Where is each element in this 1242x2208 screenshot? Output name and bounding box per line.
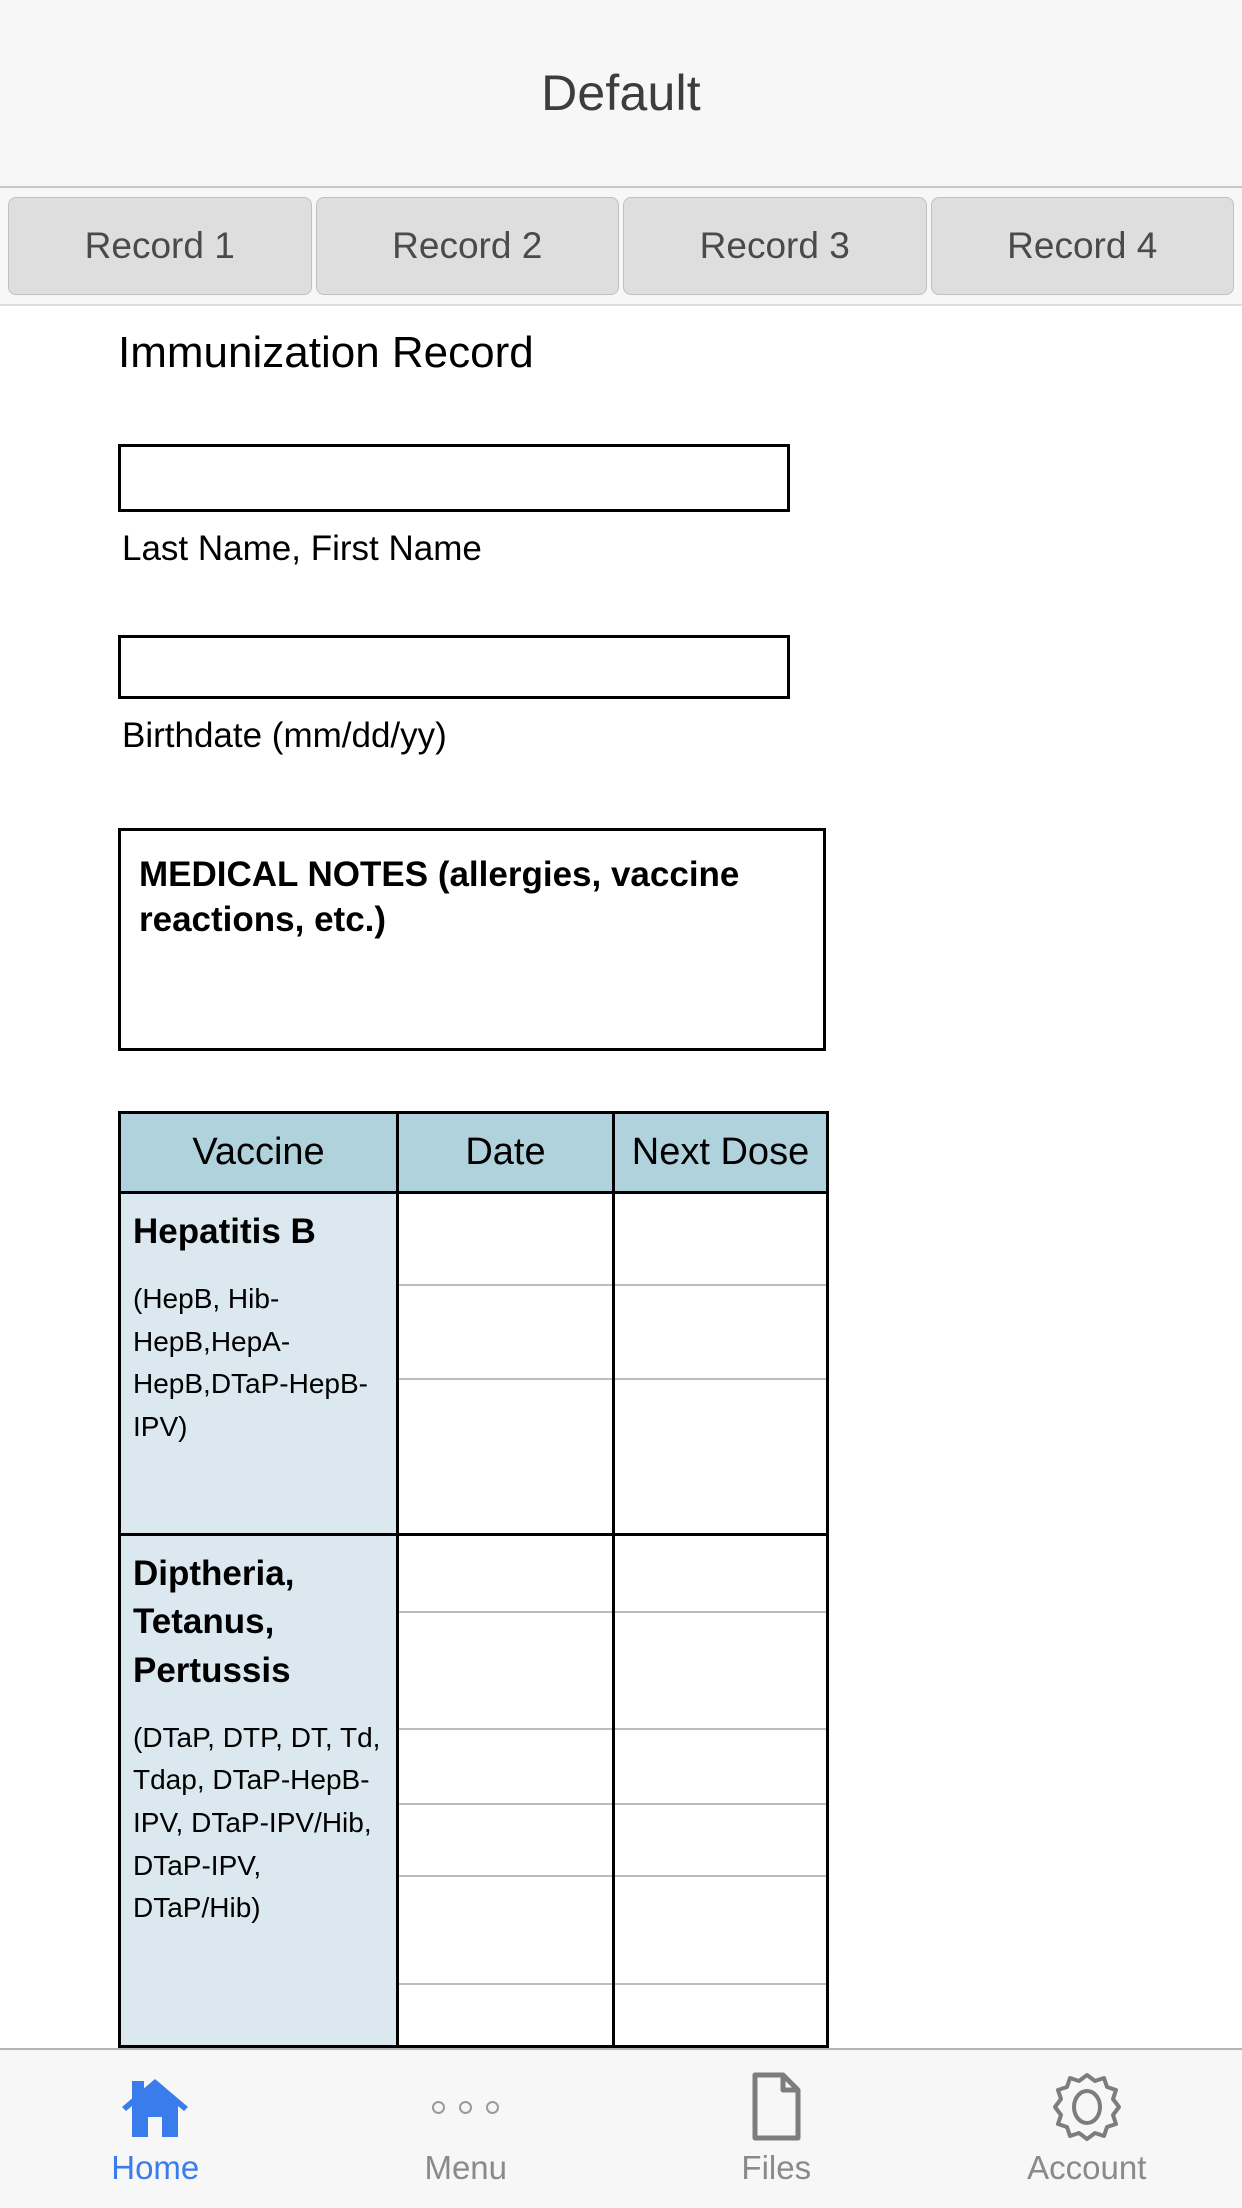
vaccine-name: Diptheria, Tetanus, Pertussis — [133, 1554, 295, 1690]
date-slot[interactable] — [399, 1805, 612, 1877]
gear-icon — [1051, 2071, 1123, 2143]
name-field-group — [118, 444, 1242, 569]
column-header-next-dose: Next Dose — [614, 1113, 828, 1193]
next-dose-slot[interactable] — [615, 1730, 826, 1805]
dots-group — [432, 2101, 499, 2114]
vaccine-aliases: (HepB, Hib-HepB,HepA-HepB,DTaP-HepB-IPV) — [133, 1283, 368, 1442]
dots-menu-icon — [432, 2071, 499, 2143]
next-dose-slot[interactable] — [615, 1985, 826, 2045]
date-cell — [398, 1535, 614, 2047]
vaccine-name-cell — [120, 1535, 398, 2047]
date-slot[interactable] — [399, 1286, 612, 1380]
nav-item-account[interactable] — [932, 2050, 1242, 2208]
next-dose-slot[interactable] — [615, 1194, 826, 1286]
bottom-navigation-bar — [0, 2048, 1242, 2208]
date-slot[interactable] — [399, 1194, 612, 1286]
vaccine-name-cell — [120, 1193, 398, 1535]
medical-notes-heading: MEDICAL NOTES (allergies, vaccine reactions, etc.) — [139, 855, 740, 939]
table-row — [120, 1193, 828, 1535]
next-dose-slot[interactable] — [615, 1805, 826, 1877]
date-slot[interactable] — [399, 1536, 612, 1613]
vaccine-table-head — [120, 1113, 828, 1193]
vaccine-aliases: (DTaP, DTP, DT, Td, Tdap, DTaP-HepB-IPV, DTaP-IPV/Hib, DTaP-IPV, DTaP/Hib) — [133, 1721, 381, 1924]
next-dose-slot[interactable] — [615, 1536, 826, 1613]
birthdate-field-group — [118, 635, 1242, 756]
header-bar — [0, 0, 1242, 188]
vaccine-table-body — [120, 1193, 828, 2047]
home-icon — [118, 2071, 192, 2143]
table-row — [120, 1535, 828, 2047]
next-dose-slot[interactable] — [615, 1380, 826, 1533]
date-slot[interactable] — [399, 1613, 612, 1730]
next-dose-cell — [614, 1535, 828, 2047]
nav-label-account: Account — [1027, 2149, 1147, 2186]
file-icon — [750, 2071, 802, 2143]
tab-record-2[interactable]: Record 2 — [316, 197, 620, 295]
date-cell — [398, 1193, 614, 1535]
next-dose-slot[interactable] — [615, 1613, 826, 1730]
date-slot[interactable] — [399, 1985, 612, 2045]
next-dose-cell — [614, 1193, 828, 1535]
nav-item-files[interactable] — [621, 2050, 932, 2208]
date-slot[interactable] — [399, 1380, 612, 1533]
nav-label-files: Files — [741, 2149, 812, 2186]
record-tab-bar — [0, 188, 1242, 306]
dot — [459, 2101, 472, 2114]
next-dose-slot[interactable] — [615, 1877, 826, 1985]
tab-record-3[interactable]: Record 3 — [623, 197, 927, 295]
nav-label-home: Home — [111, 2149, 200, 2186]
name-input-label: Last Name, First Name — [122, 529, 482, 568]
page-title: Default — [541, 65, 701, 121]
table-header-row — [120, 1113, 828, 1193]
name-input[interactable] — [118, 444, 790, 512]
next-dose-slot[interactable] — [615, 1286, 826, 1380]
birthdate-input[interactable] — [118, 635, 790, 699]
form-title: Immunization Record — [118, 328, 534, 377]
column-header-date: Date — [398, 1113, 614, 1193]
dot — [432, 2101, 445, 2114]
vaccine-name: Hepatitis B — [133, 1212, 316, 1251]
nav-item-home[interactable] — [0, 2050, 311, 2208]
nav-item-menu[interactable] — [311, 2050, 622, 2208]
date-slot[interactable] — [399, 1877, 612, 1985]
dot — [486, 2101, 499, 2114]
vaccine-table — [118, 1111, 829, 2048]
column-header-vaccine: Vaccine — [120, 1113, 398, 1193]
birthdate-input-label: Birthdate (mm/dd/yy) — [122, 716, 447, 755]
medical-notes-input[interactable] — [118, 828, 826, 1051]
date-slot[interactable] — [399, 1730, 612, 1805]
nav-label-menu: Menu — [424, 2149, 508, 2186]
tab-record-1[interactable]: Record 1 — [8, 197, 312, 295]
document-scroll-area[interactable] — [0, 306, 1242, 2208]
immunization-form — [0, 306, 1242, 2048]
tab-record-4[interactable]: Record 4 — [931, 197, 1235, 295]
